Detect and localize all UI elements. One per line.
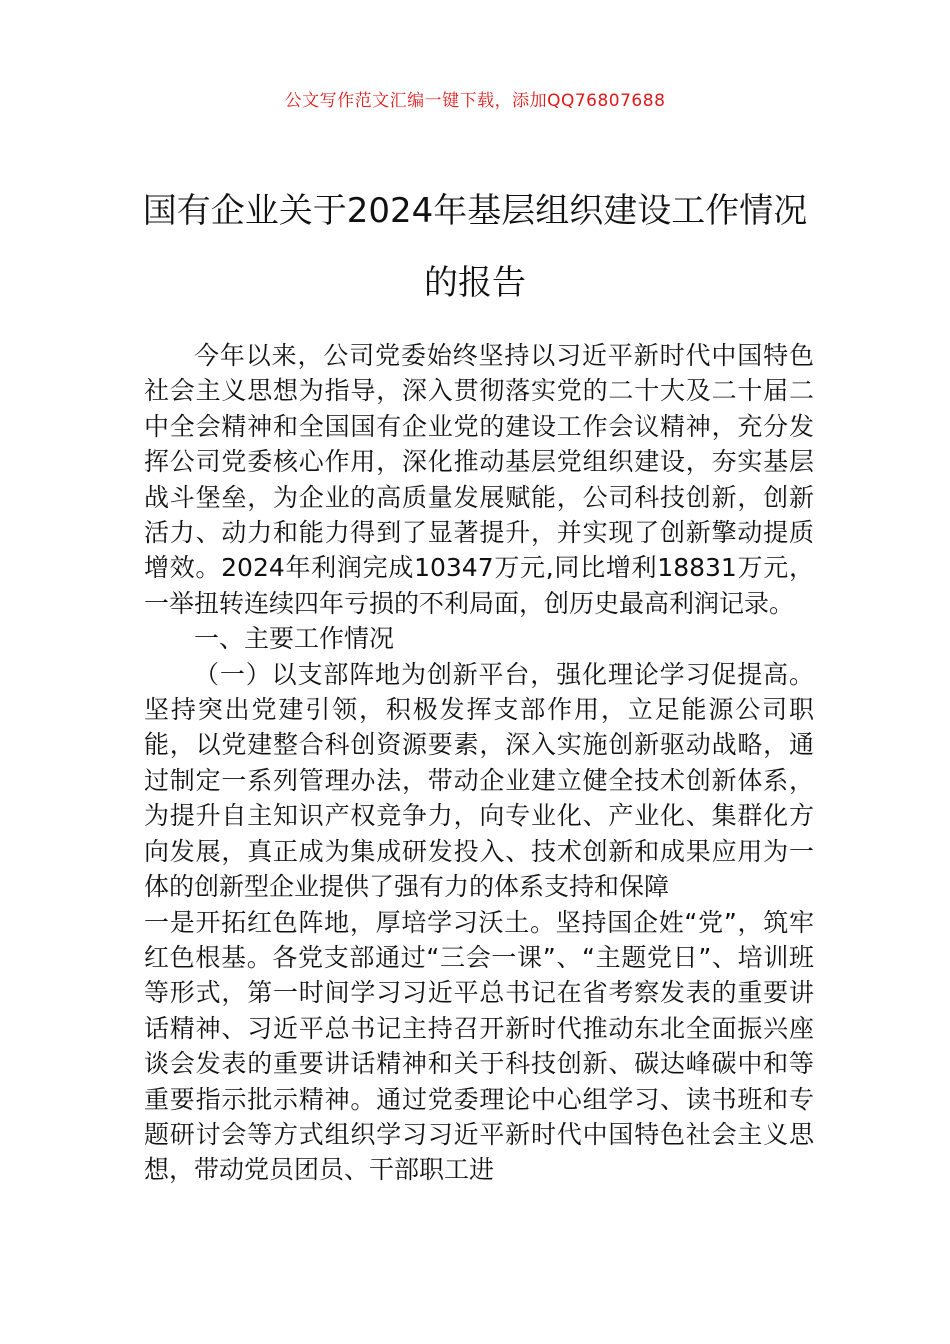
header-watermark-note: 公文写作范文汇编一键下载，添加QQ76807688 — [284, 91, 666, 111]
document-title: 国有企业关于2024年基层组织建设工作情况的报告 — [142, 191, 808, 303]
document-body — [144, 338, 814, 1188]
point-paragraph: 一是开拓红色阵地，厚培学习沃土。坚持国企姓“党”，筑牢红色根基。各党支部通过“三会一课”、“主题党日”、培训班等形式，第一时间学习习近平总书记在省考察发表的重要讲话精神、习近平总书记主持召开新时代推动东北全面振兴座谈会发表的重要讲话精神和关于科技创新、碳达峰碳中和等重要指示批示精神。通过党委理论中心组学习、读书班和专题研讨会等方式组织学习习近平新时代中国特色社会主义思想，带动党员团员、干部职工进 — [144, 907, 814, 1185]
intro-paragraph: 今年以来，公司党委始终坚持以习近平新时代中国特色社会主义思想为指导，深入贯彻落实党的二十大及二十届二中全会精神和全国国有企业党的建设工作会议精神，充分发挥公司党委核心作用，深化推动基层党组织建设，夯实基层战斗堡垒，为企业的高质量发展赋能，公司科技创新，创新活力、动力和能力得到了显著提升，并实现了创新擎动提质增效。2024年利润完成10347万元,同比增利18831万元，一举扭转连续四年亏损的不利局面，创历史最高利润记录。 — [144, 341, 814, 618]
subsection-paragraph: （一）以支部阵地为创新平台，强化理论学习促提高。坚持突出党建引领，积极发挥支部作用，立足能源公司职能，以党建整合科创资源要素，深入实施创新驱动战略，通过制定一系列管理办法，带动企业建立健全技术创新体系，为提升自主知识产权竞争力，向专业化、产业化、集群化方向发展，真正成为集成研发投入、技术创新和成果应用为一体的创新型企业提供了强有力的体系支持和保障 — [144, 659, 814, 902]
section-heading: 一、主要工作情况 — [194, 624, 395, 654]
